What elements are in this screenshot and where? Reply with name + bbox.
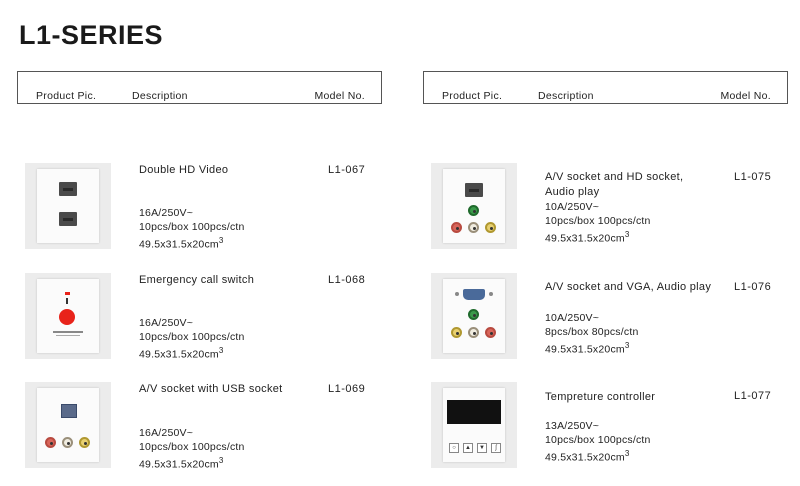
header-description: Description <box>538 90 594 102</box>
spec-rating: 10A/250V~ <box>545 312 600 324</box>
model-number: L1-067 <box>328 164 366 176</box>
screw-icon <box>489 292 493 296</box>
spec-carton-size <box>545 228 651 246</box>
product-image-av-hd <box>431 163 517 249</box>
spec-dims: 49.5x31.5x20cm <box>545 451 625 464</box>
rca-white-icon <box>468 222 479 233</box>
rca-yellow-icon <box>485 222 496 233</box>
spec-carton-size <box>139 454 245 472</box>
product-spec <box>139 206 245 252</box>
spec-dims-exponent: 3 <box>218 456 224 465</box>
product-image-av-vga <box>431 273 517 359</box>
product-spec <box>545 419 651 465</box>
spec-dims: 49.5x31.5x20cm <box>139 348 219 361</box>
rca-green-icon <box>468 309 479 320</box>
product-name: A/V socket and VGA, Audio play <box>545 281 712 293</box>
product-image-emergency-call <box>25 273 111 359</box>
spec-packing: 8pcs/box 80pcs/ctn <box>545 326 639 338</box>
header-model-no: Model No. <box>720 90 771 102</box>
spec-dims-exponent: 3 <box>218 236 224 245</box>
label-text-icon <box>56 335 80 336</box>
arrow-down-icon <box>66 298 68 304</box>
spec-packing: 10pcs/box 100pcs/ctn <box>139 221 245 233</box>
hdmi-port-icon <box>465 183 483 197</box>
spec-dims: 49.5x31.5x20cm <box>139 238 219 251</box>
spec-packing: 10pcs/box 100pcs/ctn <box>139 441 245 453</box>
spec-dims-exponent: 3 <box>624 449 630 458</box>
product-name <box>545 170 683 200</box>
page-title: L1-SERIES <box>19 20 164 50</box>
rca-red-icon <box>485 327 496 338</box>
product-image-temperature-controller <box>431 382 517 468</box>
model-number: L1-076 <box>734 281 772 293</box>
product-name: A/V socket with USB socket <box>139 383 283 395</box>
spec-dims: 49.5x31.5x20cm <box>139 458 219 471</box>
spec-carton-size <box>139 344 245 362</box>
spec-dims-exponent: 3 <box>624 341 630 350</box>
spec-rating: 16A/250V~ <box>139 317 194 329</box>
model-number: L1-075 <box>734 171 772 183</box>
spec-packing: 10pcs/box 100pcs/ctn <box>139 331 245 343</box>
power-button-icon: ○ <box>449 443 459 453</box>
product-spec <box>139 426 245 472</box>
header-product-pic: Product Pic. <box>36 90 97 102</box>
table-header-right <box>423 71 788 104</box>
product-name: Tempreture controller <box>545 391 656 403</box>
spec-packing: 10pcs/box 100pcs/ctn <box>545 215 651 227</box>
usb-port-icon <box>61 404 77 418</box>
rca-yellow-icon <box>79 437 90 448</box>
model-number: L1-077 <box>734 390 772 402</box>
rca-white-icon <box>468 327 479 338</box>
lcd-display-icon <box>447 400 501 424</box>
rca-red-icon <box>45 437 56 448</box>
product-name: Double HD Video <box>139 164 229 176</box>
rca-green-icon <box>468 205 479 216</box>
spec-dims-exponent: 3 <box>624 230 630 239</box>
product-name: Emergency call switch <box>139 274 255 286</box>
header-product-pic: Product Pic. <box>442 90 503 102</box>
down-arrow-icon: ▼ <box>477 443 487 453</box>
screw-icon <box>455 292 459 296</box>
spec-rating: 16A/250V~ <box>139 427 194 439</box>
rca-white-icon <box>62 437 73 448</box>
product-name-line2: Audio play <box>545 186 600 198</box>
model-number: L1-069 <box>328 383 366 395</box>
indicator-led-icon <box>65 292 70 295</box>
emergency-button-icon <box>59 309 75 325</box>
mode-button-icon: ʃ <box>491 443 501 453</box>
vga-port-icon <box>463 289 485 300</box>
model-number: L1-068 <box>328 274 366 286</box>
product-spec <box>545 311 639 357</box>
spec-dims: 49.5x31.5x20cm <box>545 232 625 245</box>
rca-red-icon <box>451 222 462 233</box>
spec-carton-size <box>545 339 639 357</box>
up-arrow-icon: ▲ <box>463 443 473 453</box>
spec-rating: 10A/250V~ <box>545 201 600 213</box>
product-spec <box>139 316 245 362</box>
hdmi-port-icon <box>59 182 77 196</box>
table-header-left <box>17 71 382 104</box>
header-description: Description <box>132 90 188 102</box>
spec-dims-exponent: 3 <box>218 346 224 355</box>
spec-dims: 49.5x31.5x20cm <box>545 343 625 356</box>
spec-rating: 13A/250V~ <box>545 420 600 432</box>
product-image-double-hd-video <box>25 163 111 249</box>
header-model-no: Model No. <box>314 90 365 102</box>
label-text-icon <box>53 331 83 333</box>
spec-carton-size <box>545 447 651 465</box>
product-name-line1: A/V socket and HD socket, <box>545 171 684 183</box>
spec-carton-size <box>139 234 245 252</box>
product-spec <box>545 200 651 246</box>
spec-rating: 16A/250V~ <box>139 207 194 219</box>
hdmi-port-icon <box>59 212 77 226</box>
rca-yellow-icon <box>451 327 462 338</box>
spec-packing: 10pcs/box 100pcs/ctn <box>545 434 651 446</box>
product-image-av-usb <box>25 382 111 468</box>
